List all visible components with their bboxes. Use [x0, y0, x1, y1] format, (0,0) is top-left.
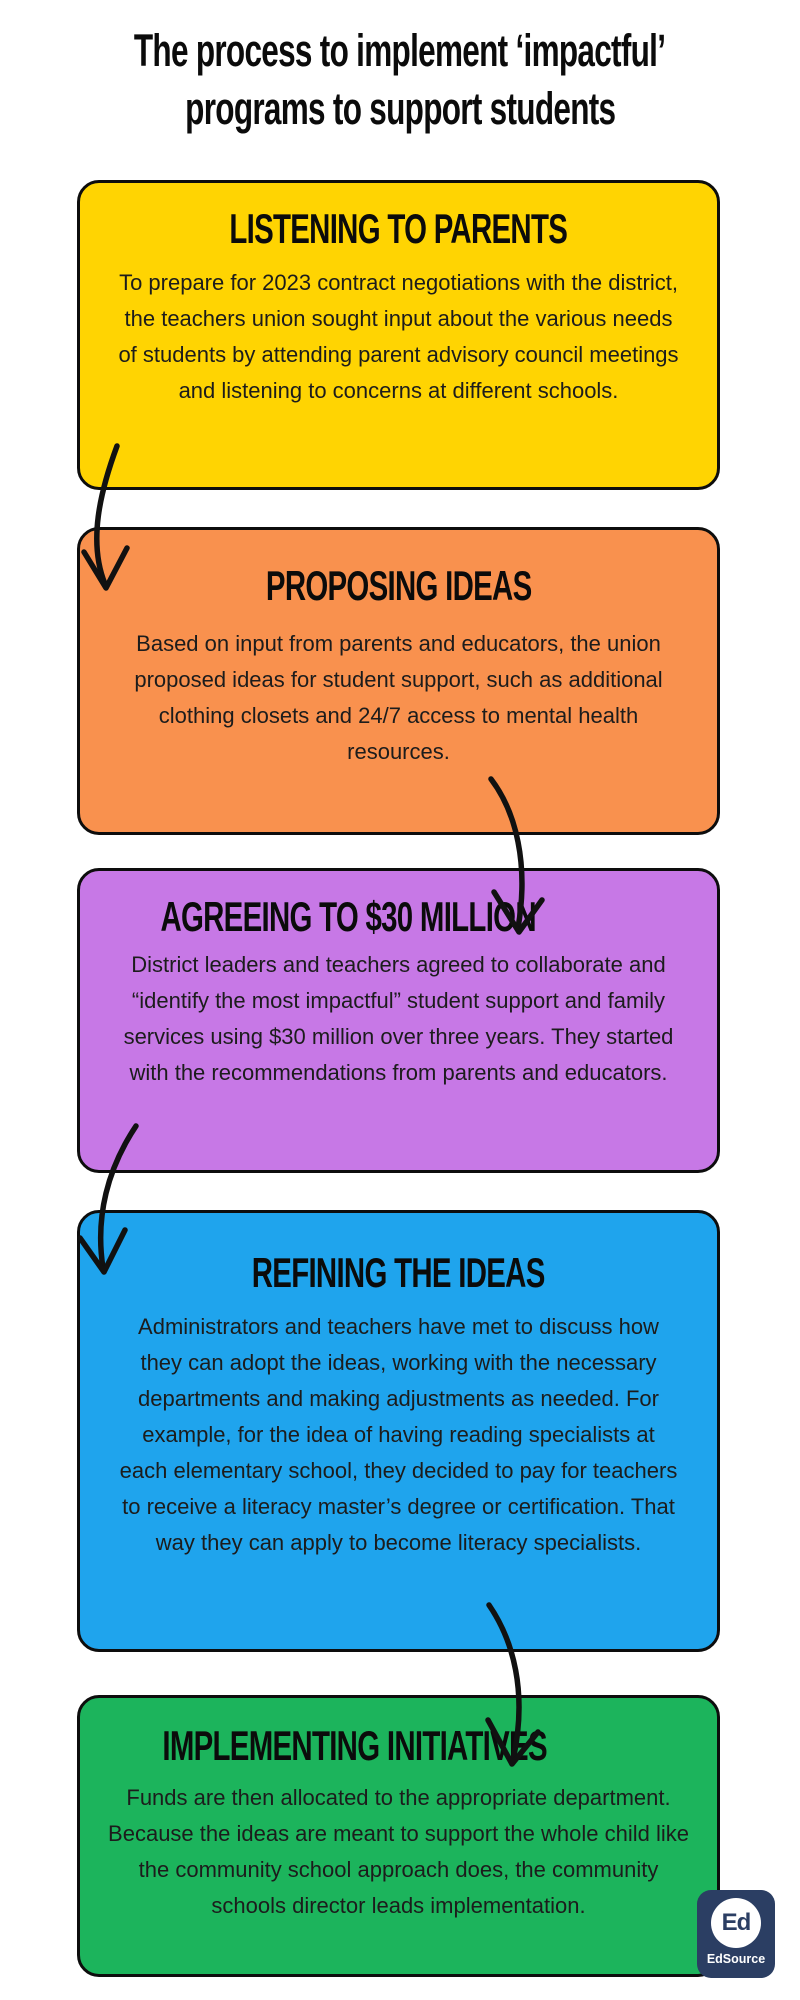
- step-body-text: To prepare for 2023 contract negotiations with the district, the teachers union sought input about the various needs of students by attending parent advisory council meetings and listening to concerns at different schools.: [118, 270, 679, 403]
- step-heading: LISTENING TO PARENTS: [229, 205, 568, 252]
- step-heading: PROPOSING IDEAS: [265, 562, 532, 609]
- step-body-text: Administrators and teachers have met to discuss how they can adopt the ideas, working with the necessary departments and making adjustments as needed. For example, for the idea of having reading specialists at each elementary school, they decided to pay for teachers to receive a literacy master’s degree or certification. That way they can apply to become literacy specialists.: [119, 1314, 678, 1555]
- edsource-logo-circle: [711, 1898, 761, 1948]
- step-body-text: Funds are then allocated to the appropriate department. Because the ideas are meant to support the whole child like the community school approach does, the community schools director leads implementation.: [108, 1785, 689, 1918]
- step-heading: IMPLEMENTING INITIATIVES: [162, 1722, 547, 1769]
- step-heading: REFINING THE IDEAS: [252, 1249, 545, 1296]
- edsource-logo: [697, 1890, 775, 1978]
- step-heading: AGREEING TO $30 MILLION: [160, 893, 536, 940]
- page-title-line-1: The process to implement ‘impactful’: [134, 25, 666, 76]
- step-box-proposing-ideas: [77, 527, 720, 835]
- page-title-line-2: programs to support students: [184, 83, 616, 134]
- step-box-listening-to-parents: [77, 180, 720, 490]
- step-box-refining-the-ideas: [77, 1210, 720, 1652]
- page-title: [0, 22, 800, 138]
- step-body-text: Based on input from parents and educators, the union proposed ideas for student support, such as additional clothing closets and 24/7 access to mental health resources.: [134, 631, 663, 764]
- edsource-wordmark: EdSource: [706, 1952, 766, 1966]
- edsource-monogram: Ed: [721, 1909, 751, 1936]
- step-box-implementing-initiatives: [77, 1695, 720, 1977]
- step-body-text: District leaders and teachers agreed to collaborate and “identify the most impactful” student support and family services using $30 million over three years. They started with the recommendations from parents and educators.: [123, 952, 674, 1085]
- step-box-agreeing-to-30-million: [77, 868, 720, 1173]
